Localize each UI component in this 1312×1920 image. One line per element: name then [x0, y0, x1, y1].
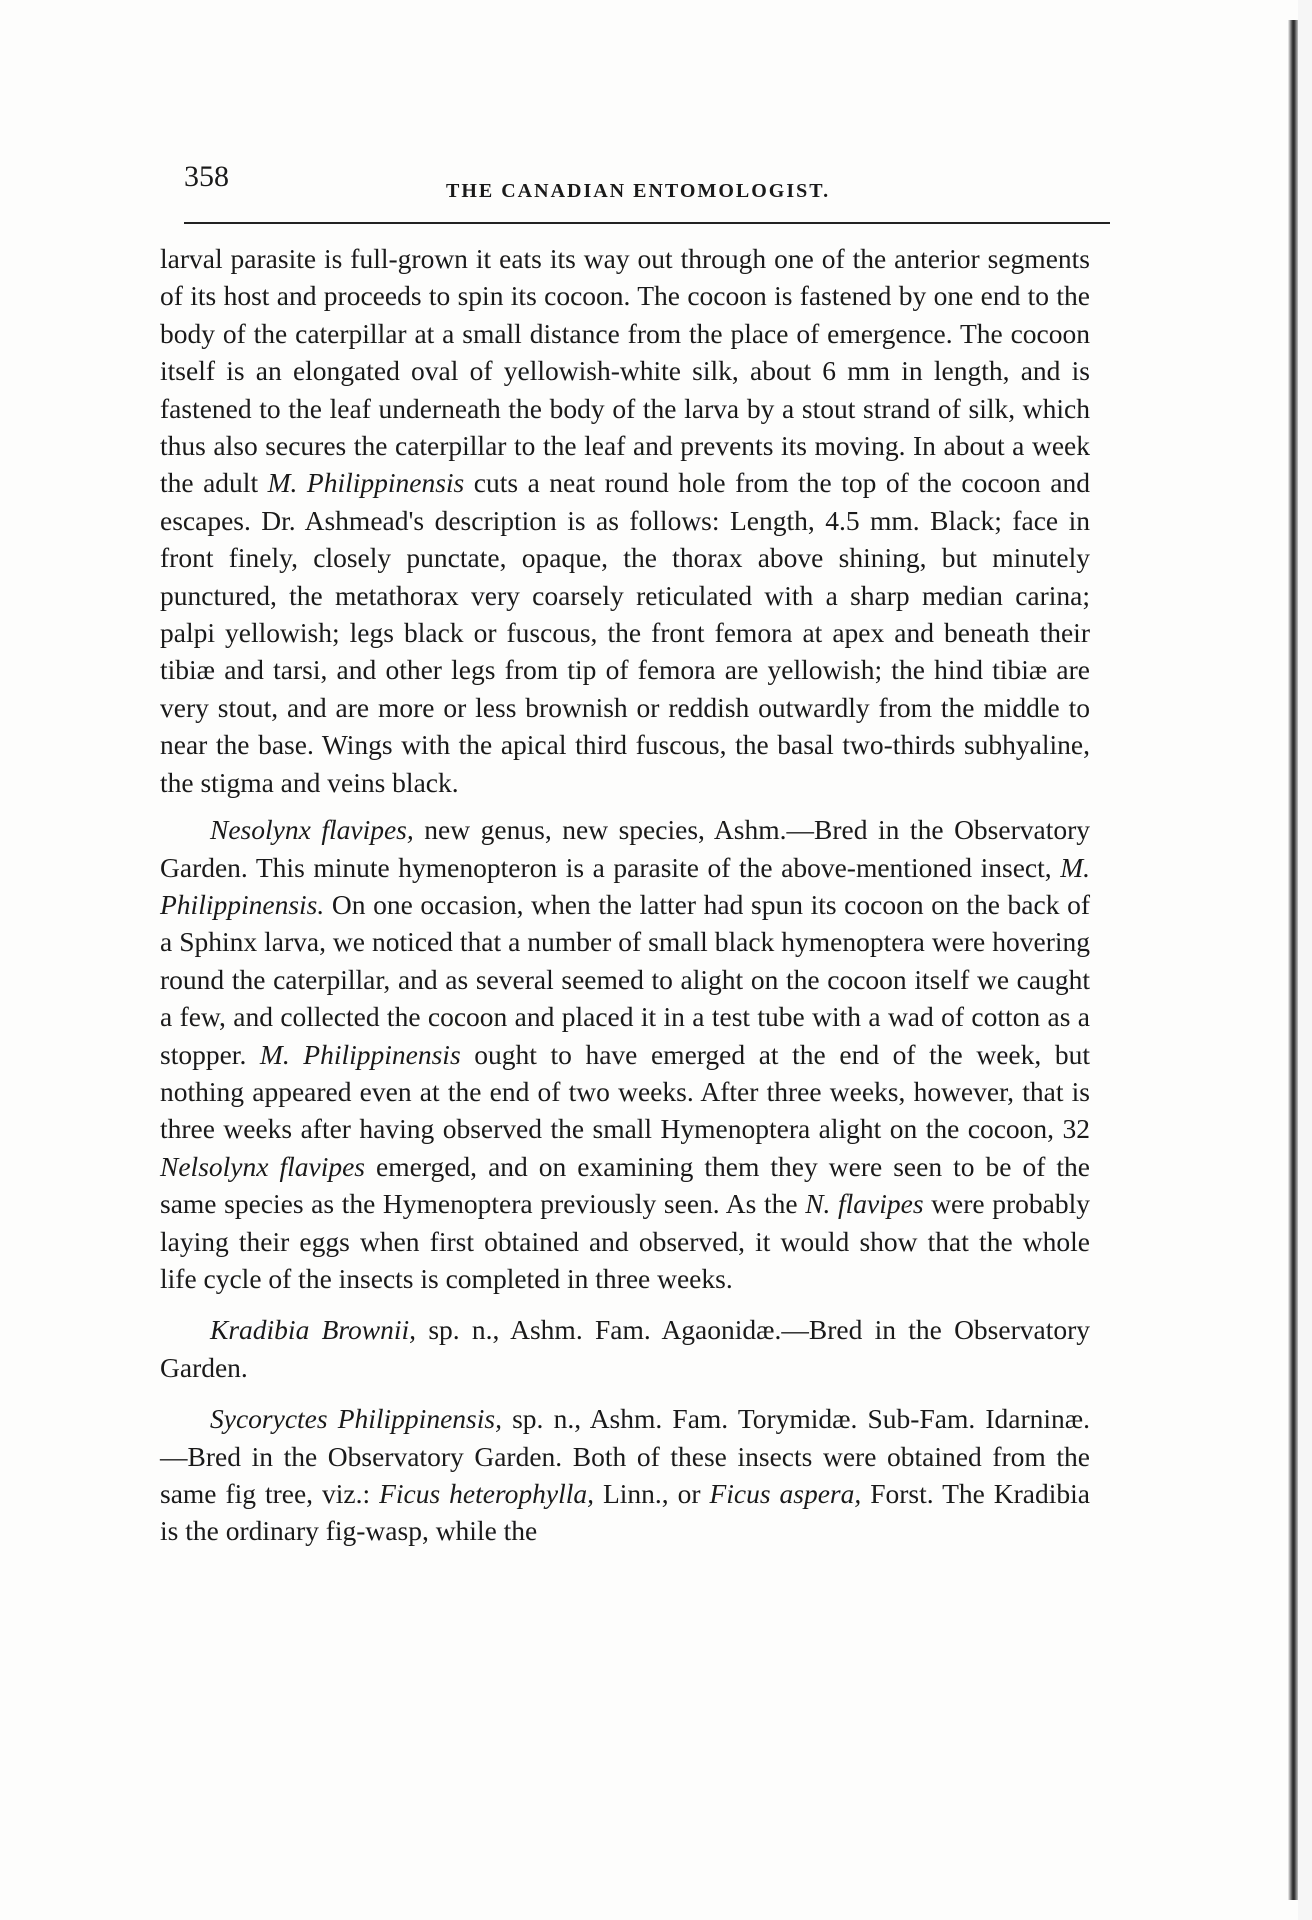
species-name: Kradibia Brownii, [210, 1314, 417, 1346]
species-name: N. flavipes [805, 1188, 924, 1220]
text-run: emerged, and on examining them they were seen to be of the same species as the Hymenoptera previously seen. As the [160, 1150, 1090, 1220]
page-number: 358 [184, 160, 229, 193]
species-name: Ficus heterophylla, [379, 1478, 594, 1509]
text-run: larval parasite is full-grown it eats its way out through one of the anterior segments of its host and proceeds to spin its cocoon. The cocoon is fastened by one end to the body of the caterpillar at a small distance from the place of emergence. The cocoon itself is an elongated oval of yellowish-white silk, about 6 mm in length, and is fastened to the leaf underneath the body of the larva by a stout strand of silk, which thus also secures the caterpillar to the leaf and prevents its moving. In about a week the adult [160, 243, 1090, 499]
species-name: M. Philippinensis [267, 467, 465, 499]
text-run: cuts a neat round hole from the top of the cocoon and escapes. Dr. Ashmead's description is as follows: Length, 4.5 mm. Black; face in front finely, closely punctate, opaque, the thorax above shining, but minutely punctured, the metathorax very coarsely reticulated with a sharp median carina; palpi yellowish; legs black or fuscous, the front femora at apex and beneath their tibiæ and tarsi, and other legs from tip of femora are yellowish; the hind tibiæ are very stout, and are more or less brownish or reddish outwardly from the middle to near the base. Wings with the apical third fuscous, the basal two-thirds subhyaline, the stigma and veins black. [160, 467, 1090, 798]
running-title: THE CANADIAN ENTOMOLOGIST. [446, 180, 831, 202]
page-header [184, 160, 1110, 220]
text-run: Linn., or [593, 1478, 710, 1509]
species-name: Ficus aspera, [709, 1478, 862, 1509]
species-name: Nesolynx flavipes, [210, 814, 414, 846]
species-name: M. Philippinensis. [160, 851, 1090, 920]
paragraph-nesolynx [160, 811, 1090, 1297]
paragraph-kradibia [160, 1311, 1090, 1386]
text-run: On one occasion, when the latter had spun its cocoon on the back of a Sphinx larva, we noticed that a number of small black hymenoptera were hovering round the caterpillar, and as several seemed to alight on the cocoon itself we caught a few, and collected the cocoon and placed it in a test tube with a wad of cotton as a stopper. [160, 888, 1090, 1070]
text-run: sp. n., Ashm. Fam. Agaonidæ.—Bred in the Observatory Garden. [160, 1314, 1090, 1383]
text-run: sp. n., Ashm. Fam. Torymidæ. Sub-Fam. Idarninæ.—Bred in the Observatory Garden. Both of these insects were obtained from the same fig tree, viz.: [160, 1403, 1090, 1509]
text-run: ought to have emerged at the end of the week, but nothing appeared even at the end of two weeks. After three weeks, however, that is three weeks after having observed the small Hymenoptera alight on the cocoon, 32 [160, 1038, 1090, 1145]
species-name: Sycoryctes Philippinensis, [210, 1403, 502, 1435]
species-name: M. Philippinensis [259, 1038, 461, 1070]
scan-margin [1298, 0, 1312, 1920]
body-text [160, 240, 1090, 1550]
binding-edge [1288, 20, 1298, 1900]
text-run: new genus, new species, Ashm.—Bred in the Observatory Garden. This minute hymenopteron is a parasite of the above-mentioned insect, [160, 814, 1090, 883]
species-name: Nelsolynx flavipes [160, 1150, 365, 1182]
paragraph-continuation [160, 240, 1090, 801]
header-rule [184, 222, 1110, 224]
text-run: were probably laying their eggs when first obtained and observed, it would show that the whole life cycle of the insects is completed in three weeks. [160, 1188, 1091, 1294]
text-run: Forst. The Kradibia is the ordinary fig-wasp, while the [160, 1478, 1090, 1547]
paragraph-sycoryctes [160, 1400, 1090, 1550]
